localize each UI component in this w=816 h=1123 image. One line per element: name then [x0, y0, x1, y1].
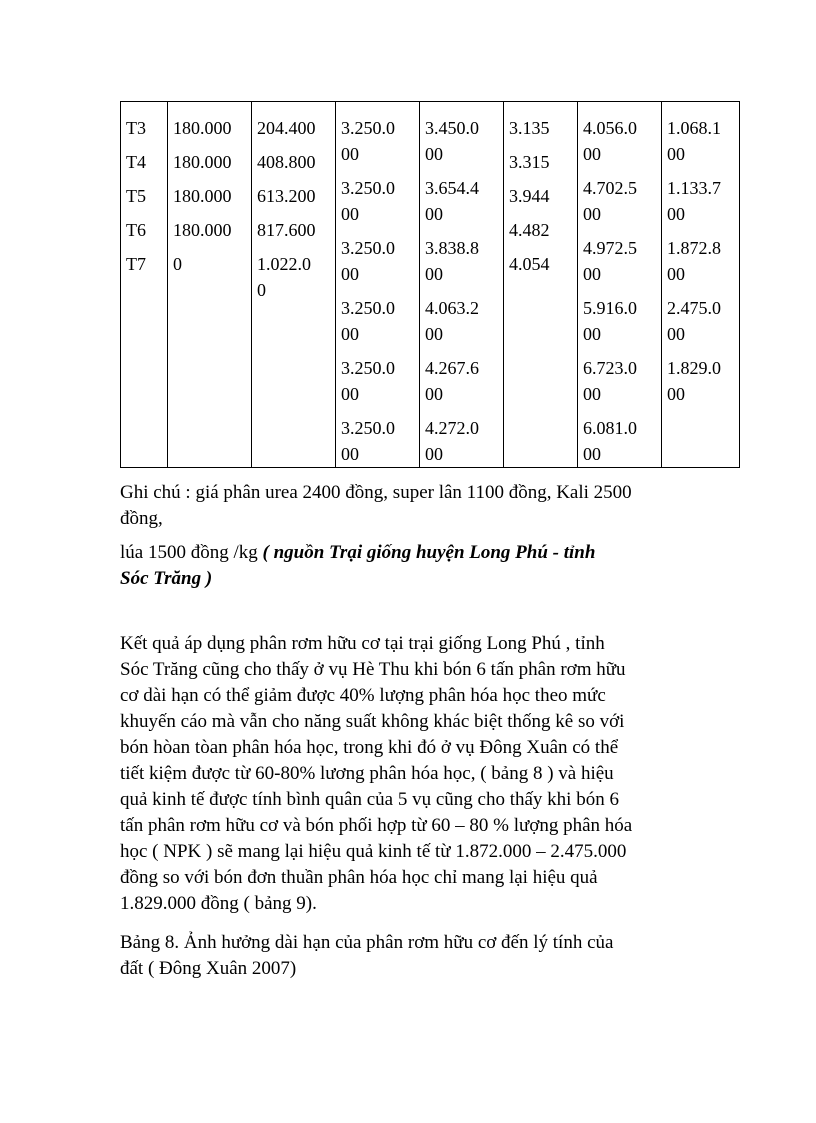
table-value: 5.916.0 — [583, 298, 637, 318]
table-value: 00 — [667, 144, 685, 164]
paragraph-line: khuyến cáo mà vẫn cho năng suất không khác biệt thống kê so với — [120, 711, 625, 732]
table-value: 3.135 — [509, 118, 550, 138]
table-value: 00 — [583, 384, 601, 404]
table-value: 4.702.5 — [583, 178, 637, 198]
table-value: 6.081.0 — [583, 418, 637, 438]
table-value: 4.054 — [509, 254, 550, 274]
table-value: 4.272.0 — [425, 418, 479, 438]
treatment-label: T5 — [126, 186, 146, 206]
table-value: 817.600 — [257, 220, 316, 240]
table-value: 00 — [583, 204, 601, 224]
paragraph-line: cơ dài hạn có thể giảm được 40% lượng phân hóa học theo mức — [120, 685, 606, 706]
source-citation-cont: Sóc Trăng ) — [120, 568, 213, 589]
table-value: 4.972.5 — [583, 238, 637, 258]
paragraph-line: Sóc Trăng cũng cho thấy ở vụ Hè Thu khi bón 6 tấn phân rơm hữu — [120, 659, 626, 680]
table-value: 3.838.8 — [425, 238, 479, 258]
table-value: 4.267.6 — [425, 358, 479, 378]
table-cell-treatments — [121, 102, 168, 468]
table-value: 00 — [341, 204, 359, 224]
table-value: 00 — [425, 384, 443, 404]
table-value: 3.654.4 — [425, 178, 479, 198]
table-value: 00 — [341, 324, 359, 344]
table-value: 1.872.8 — [667, 238, 721, 258]
table-value: 00 — [425, 264, 443, 284]
table-note — [120, 480, 720, 532]
paragraph-line: Kết quả áp dụng phân rơm hữu cơ tại trại giống Long Phú , tỉnh — [120, 633, 605, 654]
table-value: 4.482 — [509, 220, 550, 240]
table-cell-col6 — [504, 102, 578, 468]
table-value: 00 — [667, 384, 685, 404]
paragraph-line: học ( NPK ) sẽ mang lại hiệu quả kinh tế từ 1.872.000 – 2.475.000 — [120, 841, 627, 862]
paragraph-line: bón hòan tòan phân hóa học, trong khi đó ở vụ Đông Xuân có thể — [120, 737, 619, 758]
table-value: 00 — [667, 204, 685, 224]
table-cell-col4 — [336, 102, 420, 468]
table-value: 00 — [583, 144, 601, 164]
caption-line: đất ( Đông Xuân 2007) — [120, 958, 297, 979]
table-value: 180.000 — [173, 186, 232, 206]
caption-line: Bảng 8. Ảnh hưởng dài hạn của phân rơm hữu cơ đến lý tính của — [120, 932, 614, 953]
table-value: 0 — [257, 280, 266, 300]
table-caption — [120, 930, 720, 982]
table-value: 3.250.0 — [341, 418, 395, 438]
table-value: 00 — [341, 144, 359, 164]
cost-table — [120, 101, 740, 468]
table-value: 00 — [425, 144, 443, 164]
table-value: 180.000 — [173, 118, 232, 138]
treatment-label: T3 — [126, 118, 146, 138]
treatment-label: T4 — [126, 152, 146, 172]
table-value: 1.022.0 — [257, 254, 311, 274]
table-value: 3.250.0 — [341, 298, 395, 318]
table-value: 4.056.0 — [583, 118, 637, 138]
treatment-label: T7 — [126, 254, 146, 274]
table-value: 204.400 — [257, 118, 316, 138]
table-value: 00 — [583, 264, 601, 284]
table-value: 1.068.1 — [667, 118, 721, 138]
table-cell-col8 — [662, 102, 740, 468]
table-cell-col7 — [578, 102, 662, 468]
table-value: 00 — [583, 324, 601, 344]
table-value: 0 — [173, 254, 182, 274]
table-cell-col5 — [420, 102, 504, 468]
paragraph-line: tấn phân rơm hữu cơ và bón phối hợp từ 60 – 80 % lượng phân hóa — [120, 815, 633, 836]
paragraph-line: đồng so với bón đơn thuần phân hóa học chỉ mang lại hiệu quả — [120, 867, 598, 888]
table-value: 3.250.0 — [341, 238, 395, 258]
paragraph-line: 1.829.000 đồng ( bảng 9). — [120, 893, 317, 914]
table-value: 3.250.0 — [341, 178, 395, 198]
table-value: 613.200 — [257, 186, 316, 206]
table-value: 180.000 — [173, 152, 232, 172]
note-line: đồng, — [120, 508, 163, 529]
table-value: 180.000 — [173, 220, 232, 240]
note-source-line — [120, 540, 720, 566]
table-value: 4.063.2 — [425, 298, 479, 318]
table-value: 00 — [425, 444, 443, 464]
body-paragraph — [120, 631, 720, 917]
table-value: 1.829.0 — [667, 358, 721, 378]
table-value: 1.133.7 — [667, 178, 721, 198]
table-value: 00 — [667, 264, 685, 284]
note-line: Ghi chú : giá phân urea 2400 đồng, super lân 1100 đồng, Kali 2500 — [120, 482, 632, 503]
table-value: 00 — [667, 324, 685, 344]
table-value: 408.800 — [257, 152, 316, 172]
table-value: 3.315 — [509, 152, 550, 172]
table-value: 3.250.0 — [341, 358, 395, 378]
table-value: 00 — [425, 204, 443, 224]
table-value: 00 — [583, 444, 601, 464]
table-value: 00 — [341, 264, 359, 284]
table-cell-col2 — [168, 102, 252, 468]
table-cell-col3 — [252, 102, 336, 468]
table-value: 00 — [425, 324, 443, 344]
source-citation: ( nguồn Trại giống huyện Long Phú - tỉnh — [262, 542, 596, 563]
paragraph-line: tiết kiệm được từ 60-80% lương phân hóa học, ( bảng 8 ) và hiệu — [120, 763, 614, 784]
table-row — [121, 102, 740, 468]
treatment-label: T6 — [126, 220, 146, 240]
table-value: 6.723.0 — [583, 358, 637, 378]
table-value: 3.250.0 — [341, 118, 395, 138]
table-value: 00 — [341, 384, 359, 404]
note-source — [120, 540, 720, 592]
table-value: 3.944 — [509, 186, 550, 206]
table-value: 00 — [341, 444, 359, 464]
paragraph-line: quả kinh tế được tính bình quân của 5 vụ cũng cho thấy khi bón 6 — [120, 789, 619, 810]
table-value: 3.450.0 — [425, 118, 479, 138]
price-text: lúa 1500 đồng /kg — [120, 542, 263, 563]
table-value: 2.475.0 — [667, 298, 721, 318]
